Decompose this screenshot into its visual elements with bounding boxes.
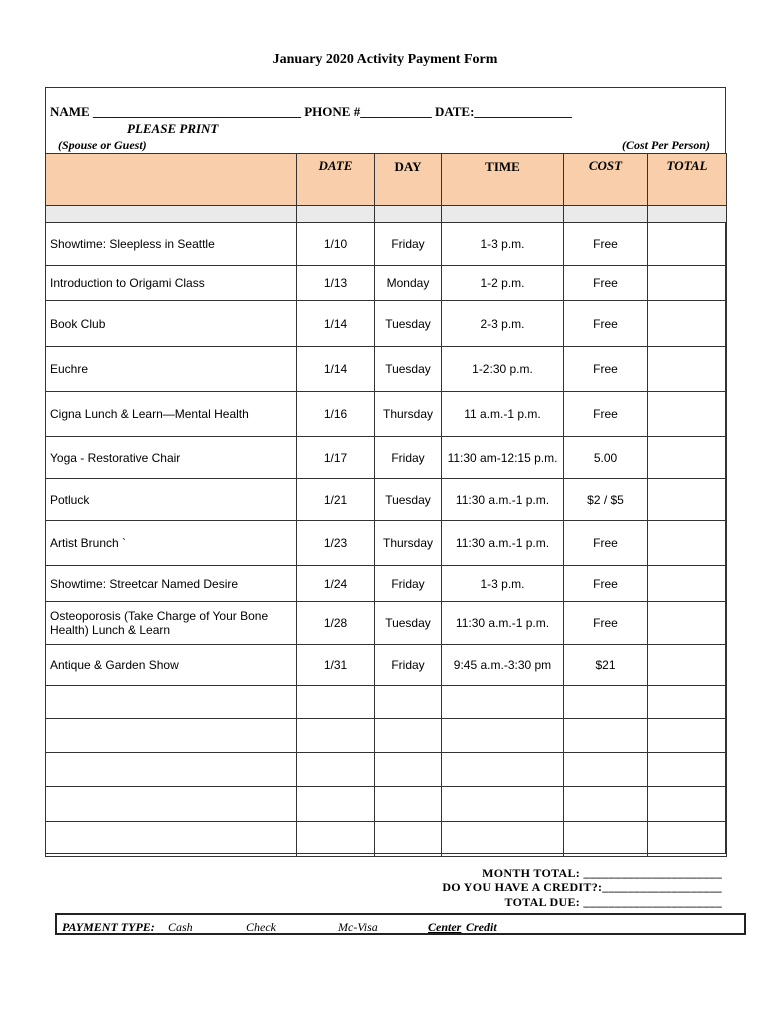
empty-cell[interactable] [297,719,375,753]
table-header-row [46,154,727,206]
day-cell: Friday [375,437,442,479]
activity-cell: Antique & Garden Show [46,645,297,686]
empty-cell[interactable] [375,686,442,719]
total-cell[interactable] [648,566,727,602]
table-row [46,266,727,301]
empty-cell[interactable] [442,753,564,787]
empty-cell[interactable] [564,753,648,787]
empty-cell[interactable] [375,719,442,753]
empty-cell[interactable] [564,719,648,753]
day-cell: Tuesday [375,347,442,392]
total-cell[interactable] [648,602,727,645]
time-cell: 9:45 a.m.-3:30 pm [442,645,564,686]
total-cell[interactable] [648,437,727,479]
please-print-note: PLEASE PRINT [127,121,219,136]
spouse-guest-note: (Spouse or Guest) [58,138,147,152]
header-date: DATE [297,154,375,206]
payment-option-center[interactable]: Center [428,920,462,934]
empty-cell[interactable] [564,787,648,822]
header-time: TIME [442,154,564,206]
payment-type-label: PAYMENT TYPE: [62,920,155,934]
day-cell: Friday [375,645,442,686]
cost-per-person-note: (Cost Per Person) [622,138,710,152]
time-cell: 11:30 a.m.-1 p.m. [442,602,564,645]
empty-cell[interactable] [564,686,648,719]
empty-cell[interactable] [46,753,297,787]
date-cell: 1/10 [297,223,375,266]
activity-cell: Cigna Lunch & Learn—Mental Health [46,392,297,437]
payment-option-cash[interactable]: Cash [168,920,193,934]
date-cell: 1/31 [297,645,375,686]
table-row [46,347,727,392]
empty-cell[interactable] [297,787,375,822]
day-cell: Tuesday [375,479,442,521]
cost-cell: Free [564,566,648,602]
activity-cell: Euchre [46,347,297,392]
table-row [46,392,727,437]
activity-cell: Yoga - Restorative Chair [46,437,297,479]
time-cell: 1-2:30 p.m. [442,347,564,392]
time-cell: 1-2 p.m. [442,266,564,301]
time-cell: 11 a.m.-1 p.m. [442,392,564,437]
day-cell: Monday [375,266,442,301]
total-cell[interactable] [648,266,727,301]
activity-cell: Osteoporosis (Take Charge of Your Bone Health) Lunch & Learn [46,602,297,645]
payment-option-mc-visa[interactable]: Mc-Visa [338,920,378,934]
empty-cell[interactable] [648,787,727,822]
table-row [46,301,727,347]
day-cell: Thursday [375,521,442,566]
date-cell: 1/23 [297,521,375,566]
payment-option-check[interactable]: Check [246,920,276,934]
cost-cell: 5.00 [564,437,648,479]
date-cell: 1/14 [297,301,375,347]
cost-cell: Free [564,301,648,347]
time-cell: 11:30 a.m.-1 p.m. [442,521,564,566]
date-cell: 1/17 [297,437,375,479]
total-cell[interactable] [648,301,727,347]
empty-cell[interactable] [564,822,648,857]
table-row [46,521,727,566]
total-cell[interactable] [648,521,727,566]
name-phone-date-line[interactable]: NAME ________________________________ PHONE #___________ DATE:_______________ [50,104,572,119]
total-cell[interactable] [648,645,727,686]
payment-option-credit[interactable]: Credit [466,920,497,934]
date-cell: 1/14 [297,347,375,392]
cost-cell: $21 [564,645,648,686]
time-cell: 1-3 p.m. [442,566,564,602]
month-total-line[interactable]: MONTH TOTAL: ______________________ [482,866,722,880]
time-cell: 2-3 p.m. [442,301,564,347]
total-due-line[interactable]: TOTAL DUE: ______________________ [504,895,722,909]
empty-cell[interactable] [648,719,727,753]
empty-cell[interactable] [442,822,564,857]
date-cell: 1/16 [297,392,375,437]
activity-cell: Showtime: Streetcar Named Desire [46,566,297,602]
header-activity [46,154,297,206]
table-row [46,602,727,645]
total-cell[interactable] [648,479,727,521]
empty-cell[interactable] [297,753,375,787]
time-cell: 11:30 a.m.-1 p.m. [442,479,564,521]
table-row [46,223,727,266]
payment-type-box [55,913,746,935]
empty-cell[interactable] [46,787,297,822]
activity-cell: Showtime: Sleepless in Seattle [46,223,297,266]
cost-cell: Free [564,392,648,437]
empty-cell[interactable] [375,753,442,787]
activity-cell: Potluck [46,479,297,521]
empty-cell[interactable] [648,822,727,857]
cost-cell: $2 / $5 [564,479,648,521]
total-cell[interactable] [648,223,727,266]
cost-cell: Free [564,266,648,301]
empty-cell[interactable] [442,719,564,753]
day-cell: Thursday [375,392,442,437]
empty-cell[interactable] [442,686,564,719]
total-cell[interactable] [648,392,727,437]
empty-cell[interactable] [46,822,297,857]
empty-cell[interactable] [46,686,297,719]
empty-cell[interactable] [442,787,564,822]
empty-cell[interactable] [375,787,442,822]
empty-cell[interactable] [297,822,375,857]
header-day: DAY [375,154,442,206]
empty-row[interactable] [46,787,727,822]
cost-cell: Free [564,223,648,266]
total-cell[interactable] [648,347,727,392]
cost-cell: Free [564,521,648,566]
day-cell: Friday [375,566,442,602]
activity-cell: Artist Brunch ` [46,521,297,566]
empty-row[interactable] [46,686,727,719]
header-cost: COST [564,154,648,206]
empty-cell[interactable] [375,822,442,857]
table-row [46,645,727,686]
spacer-row [46,206,727,223]
empty-cell[interactable] [297,686,375,719]
activity-cell: Book Club [46,301,297,347]
cost-cell: Free [564,347,648,392]
time-cell: 11:30 am-12:15 p.m. [442,437,564,479]
day-cell: Friday [375,223,442,266]
table-row [46,566,727,602]
day-cell: Tuesday [375,602,442,645]
date-cell: 1/21 [297,479,375,521]
activity-table [45,153,727,857]
date-cell: 1/13 [297,266,375,301]
table-row [46,479,727,521]
activity-cell: Introduction to Origami Class [46,266,297,301]
credit-line[interactable]: DO YOU HAVE A CREDIT?:___________________ [442,880,722,894]
date-cell: 1/24 [297,566,375,602]
empty-row[interactable] [46,753,727,787]
date-cell: 1/28 [297,602,375,645]
empty-cell[interactable] [46,719,297,753]
time-cell: 1-3 p.m. [442,223,564,266]
header-total: TOTAL [648,154,727,206]
table-row [46,437,727,479]
empty-cell[interactable] [648,753,727,787]
day-cell: Tuesday [375,301,442,347]
cost-cell: Free [564,602,648,645]
form-title: January 2020 Activity Payment Form [272,52,498,67]
empty-row[interactable] [46,822,727,857]
empty-row[interactable] [46,719,727,753]
empty-cell[interactable] [648,686,727,719]
